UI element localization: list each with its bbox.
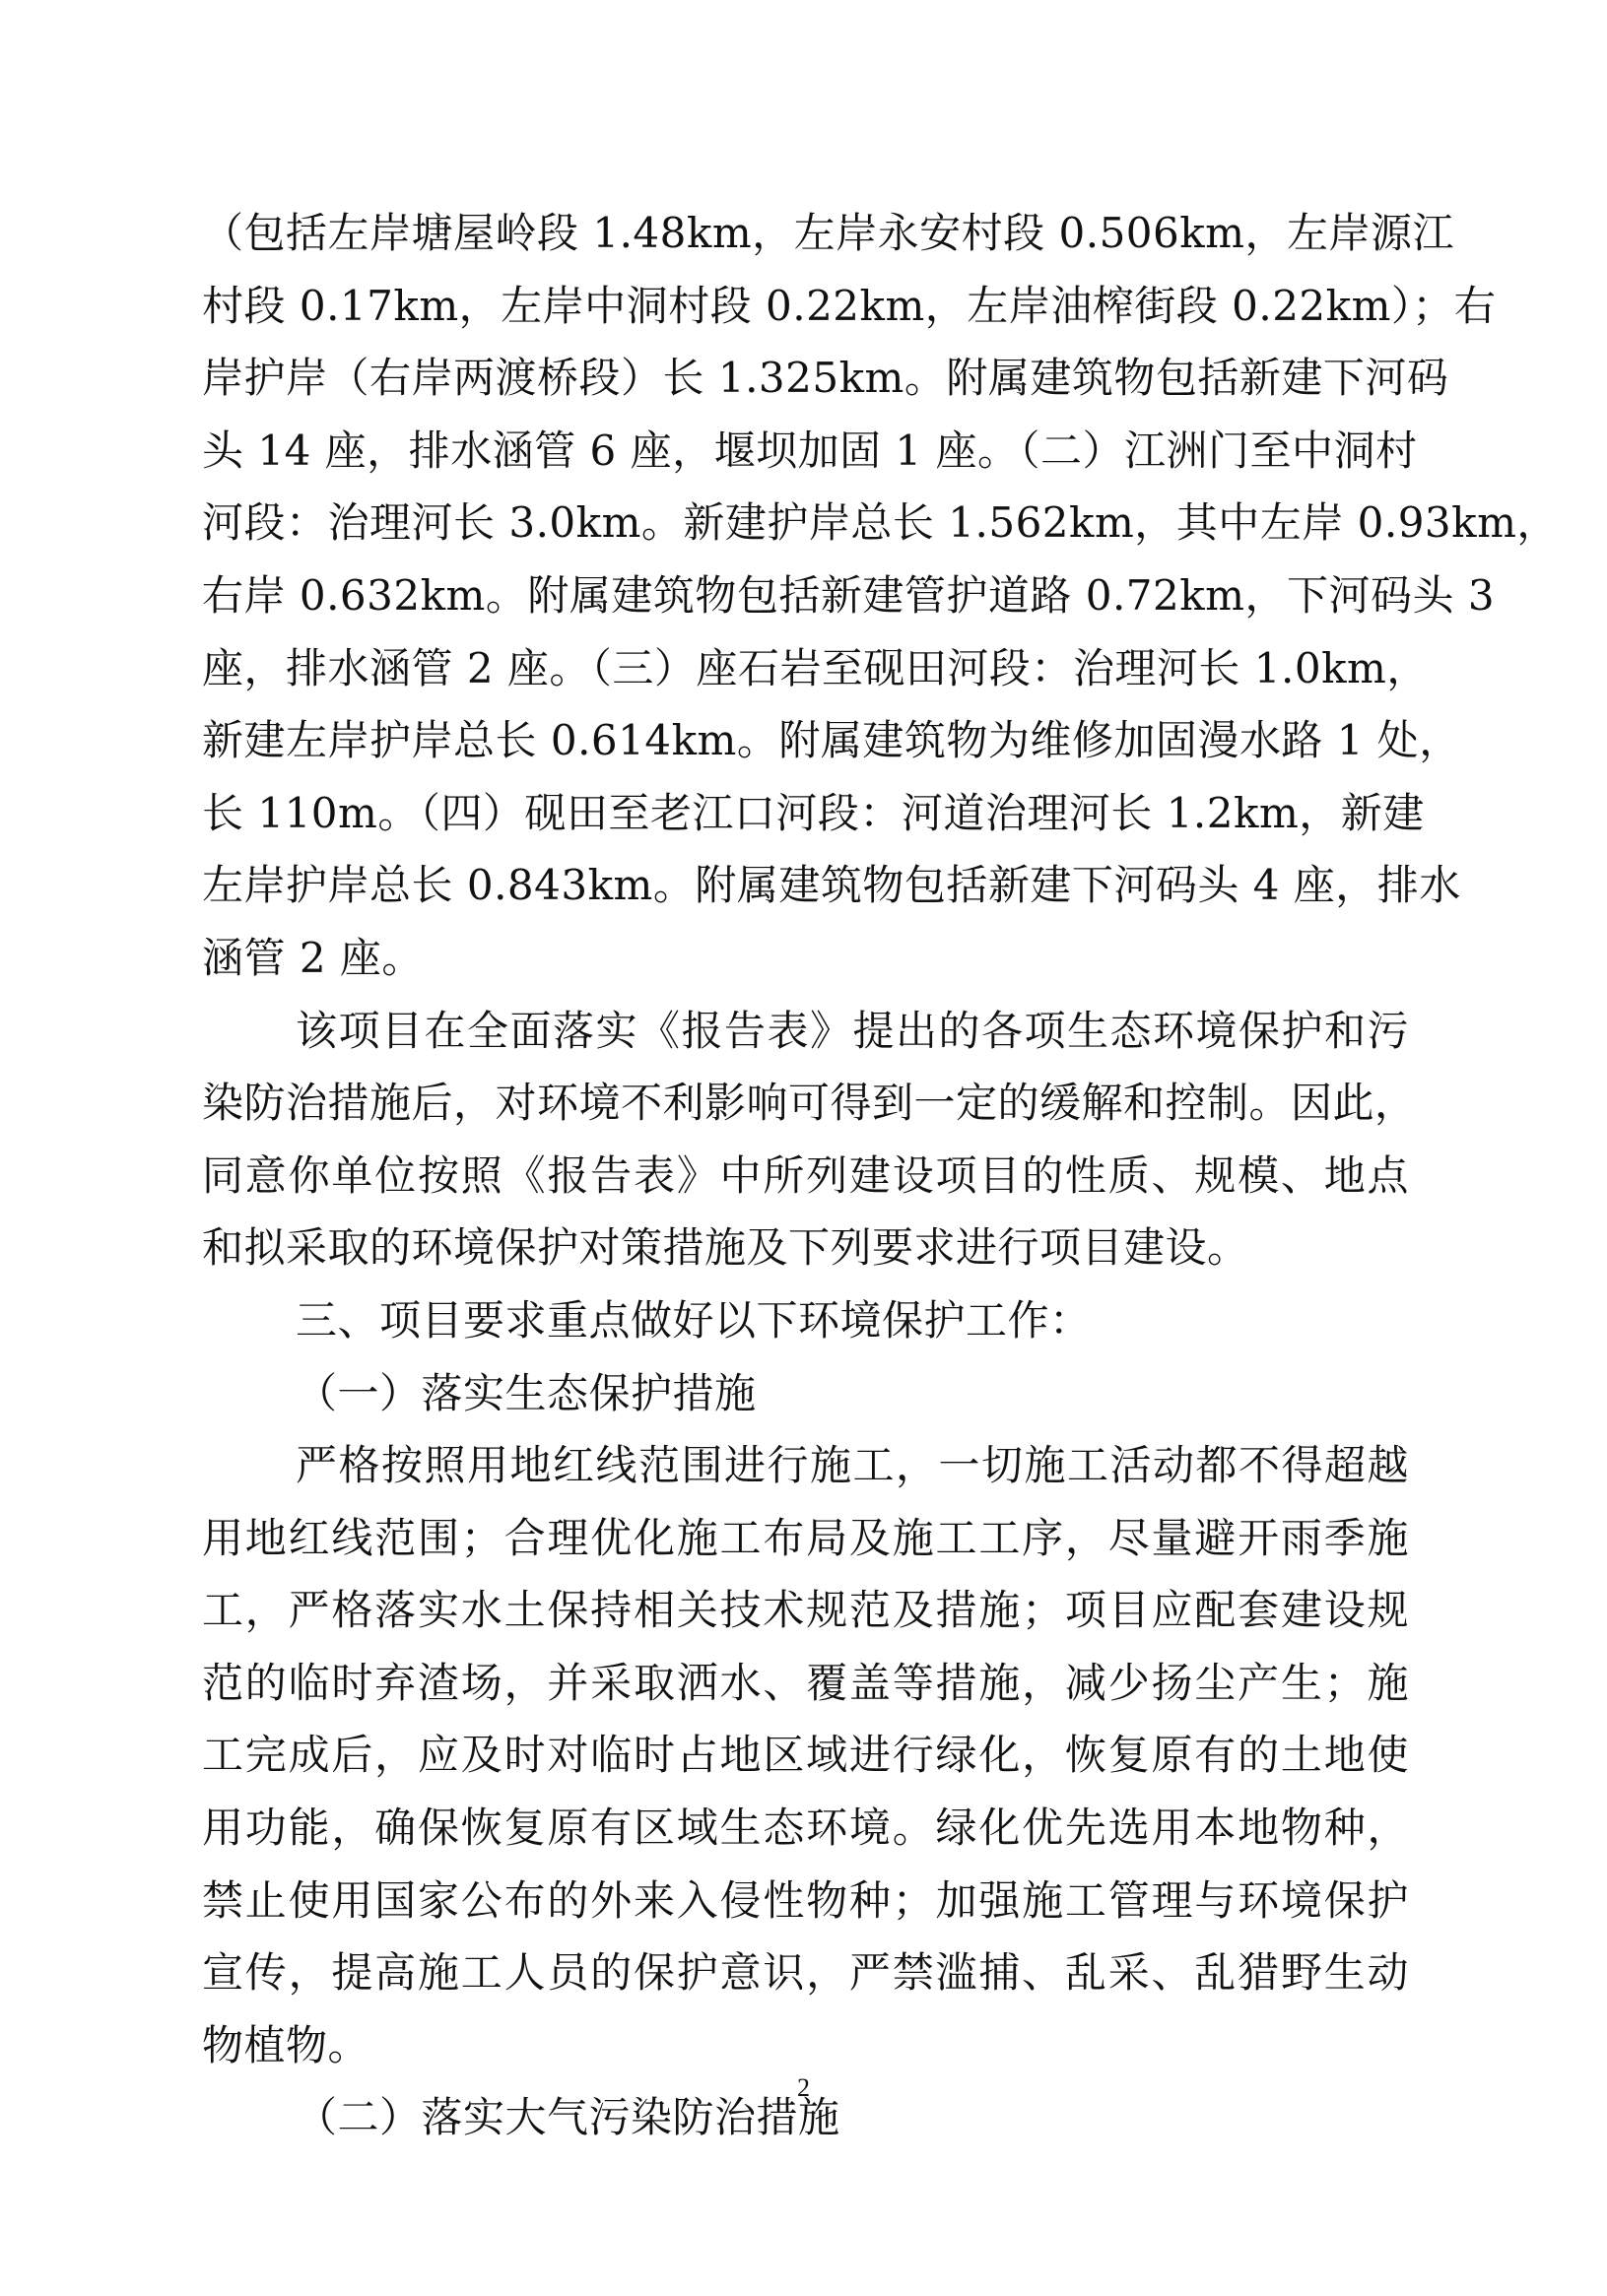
page-number: 2 xyxy=(797,2073,810,2102)
body-line: 村段 0.17km，左岸中洞村段 0.22km，左岸油榨街段 0.22km）；右 xyxy=(202,281,1497,330)
body-line: 涵管 2 座。 xyxy=(202,933,424,982)
body-line: 头 14 座，排水涵管 6 座，堰坝加固 1 座。（二）江洲门至中洞村 xyxy=(202,426,1418,475)
document-body xyxy=(202,197,1559,2154)
body-line: 同意你单位按照《报告表》中所列建设项目的性质、规模、地点 xyxy=(202,1150,1409,1200)
body-line: 座，排水涵管 2 座。（三）座石岩至砚田河段：治理河长 1.0km， xyxy=(202,643,1429,692)
body-line: 范的临时弃渣场，并采取洒水、覆盖等措施，减少扬尘产生；施 xyxy=(202,1658,1409,1707)
body-line: 宣传，提高施工人员的保护意识，严禁滥捕、乱采、乱猎野生动 xyxy=(202,1948,1409,1998)
body-line: 禁止使用国家公布的外来入侵性物种；加强施工管理与环境保护 xyxy=(202,1875,1409,1925)
body-line: 和拟采取的环境保护对策措施及下列要求进行项目建设。 xyxy=(202,1223,1249,1273)
body-line: （包括左岸塘屋岭段 1.48km，左岸永安村段 0.506km，左岸源江 xyxy=(202,209,1455,257)
body-line: 新建左岸护岸总长 0.614km。附属建筑物为维修加固漫水路 1 处， xyxy=(202,716,1461,765)
body-line: 用地红线范围；合理优化施工布局及施工工序，尽量避开雨季施 xyxy=(202,1513,1409,1562)
body-line: 该项目在全面落实《报告表》提出的各项生态环境保护和污 xyxy=(296,1006,1409,1055)
body-line: 长 110m。（四）砚田至老江口河段：河道治理河长 1.2km，新建 xyxy=(202,788,1425,837)
subsection-heading: （一）落实生态保护措施 xyxy=(296,1368,757,1417)
body-line: 工，严格落实水土保持相关技术规范及措施；项目应配套建设规 xyxy=(202,1586,1409,1635)
body-line: 左岸护岸总长 0.843km。附属建筑物包括新建下河码头 4 座，排水 xyxy=(202,861,1461,910)
body-line: 河段：治理河长 3.0km。新建护岸总长 1.562km，其中左岸 0.93km， xyxy=(202,498,1559,548)
body-line: 用功能，确保恢复原有区域生态环境。绿化优先选用本地物种， xyxy=(202,1804,1409,1853)
section-heading: 三、项目要求重点做好以下环境保护工作： xyxy=(296,1295,1092,1345)
body-line: 工完成后，应及时对临时占地区域进行绿化，恢复原有的土地使 xyxy=(202,1731,1409,1780)
body-line: 染防治措施后，对环境不利影响可得到一定的缓解和控制。因此， xyxy=(202,1079,1417,1128)
body-line: 右岸 0.632km。附属建筑物包括新建管护道路 0.72km，下河码头 3 xyxy=(202,570,1496,620)
body-line: 严格按照用地红线范围进行施工，一切施工活动都不得超越 xyxy=(296,1441,1409,1490)
body-line: 岸护岸（右岸两渡桥段）长 1.325km。附属建筑物包括新建下河码 xyxy=(202,354,1449,403)
subsection-heading: （二）落实大气污染防治措施 xyxy=(296,2093,840,2142)
body-line: 物植物。 xyxy=(202,2020,370,2069)
